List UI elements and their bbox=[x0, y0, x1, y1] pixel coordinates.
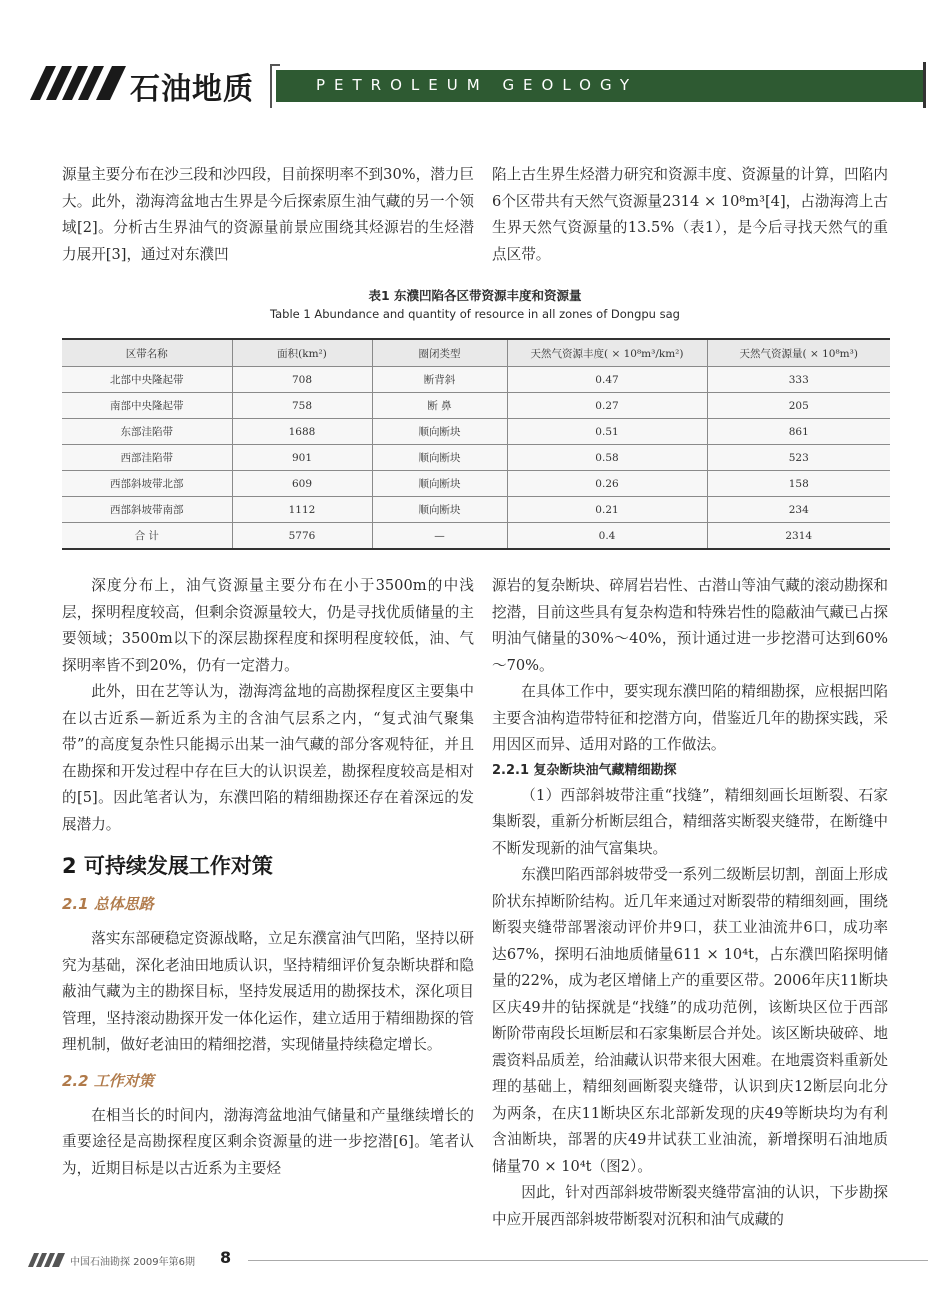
subsubsection-heading: 2.2.1 复杂断块油气藏精细勘探 bbox=[492, 762, 677, 778]
left-column-top bbox=[62, 162, 474, 268]
paragraph: 此外，田在艺等认为，渤海湾盆地的高勘探程度区主要集中在以古近系—新近系为主的含油气层系之内，“复式油气聚集带”的高度复杂性只能揭示出某一油气藏的部分客观特征，并且在勘探和开发过程中存在巨大的认识误差，勘探程度较高是相对的[5]。因此笔者认为，东濮凹陷的精细勘探还存在着深远的发展潜力。 bbox=[62, 683, 474, 833]
table-row bbox=[62, 419, 890, 445]
right-column-top bbox=[492, 162, 888, 268]
table-row bbox=[62, 497, 890, 523]
paragraph: 深度分布上，油气资源量主要分布在小于3500m的中浅层，探明程度较高，但剩余资源量较大，仍是寻找优质储量的主要领域；3500m以下的深层勘探程度和探明程度较低，油、气探明率皆不到20%，仍有一定潜力。 bbox=[62, 577, 474, 674]
table-row bbox=[62, 471, 890, 497]
journal-english-title: PETROLEUM GEOLOGY bbox=[316, 76, 639, 94]
subsection-heading: 2.1 总体思路 bbox=[62, 895, 154, 913]
paragraph: （1）西部斜坡带注重“找缝”，精细刻画长垣断裂、石家集断裂，重新分析断层组合，精细落实断裂夹缝带，在断缝中不断发现新的油气富集块。 bbox=[492, 786, 888, 857]
table-cell: 北部中央隆起带 bbox=[62, 367, 232, 393]
table-cell: 901 bbox=[232, 445, 372, 471]
table-cell: 0.58 bbox=[507, 445, 707, 471]
footer-journal: 中国石油勘探 2009年第6期 bbox=[70, 1257, 195, 1268]
table-cell: 顺向断块 bbox=[372, 471, 507, 497]
table-cell: 南部中央隆起带 bbox=[62, 393, 232, 419]
table-cell: 顺向断块 bbox=[372, 445, 507, 471]
paragraph: 源岩的复杂断块、碎屑岩岩性、古潜山等油气藏的滚动勘探和挖潜，目前这些具有复杂构造和特殊岩性的隐蔽油气藏已占探明油气储量的30%～40%，预计通过进一步挖潜可达到60%～70%。 bbox=[492, 577, 888, 674]
table-cell: 合 计 bbox=[62, 523, 232, 550]
table-cell: 0.21 bbox=[507, 497, 707, 523]
paragraph: 落实东部硬稳定资源战略，立足东濮富油气凹陷，坚持以研究为基础，深化老油田地质认识，坚持精细评价复杂断块群和隐蔽油气藏为主的勘探目标，坚持发展适用的勘探技术，深化项目管理，坚持滚动勘探开发一体化运作，建立适用于精细勘探的管理机制，做好老油田的精细挖潜，实现储量持续稳定增长。 bbox=[62, 930, 474, 1053]
page-number: 8 bbox=[220, 1248, 232, 1267]
paragraph: 陷上古生界生烃潜力研究和资源丰度、资源量的计算，凹陷内6个区带共有天然气资源量2314 × 10⁸m³[4]，占渤海湾上古生界天然气资源量的13.5%（表1），是今后寻找天然气的重点区带。 bbox=[492, 166, 888, 263]
table-cell: 0.27 bbox=[507, 393, 707, 419]
table-row bbox=[62, 393, 890, 419]
table-cell: 158 bbox=[707, 471, 890, 497]
table-cell: 861 bbox=[707, 419, 890, 445]
table-cell: 205 bbox=[707, 393, 890, 419]
table-cell: 东部洼陷带 bbox=[62, 419, 232, 445]
table-cell: 5776 bbox=[232, 523, 372, 550]
table-row bbox=[62, 445, 890, 471]
table-cell: 0.47 bbox=[507, 367, 707, 393]
table-cell: 708 bbox=[232, 367, 372, 393]
table-row-total bbox=[62, 523, 890, 550]
table-cell: 断背斜 bbox=[372, 367, 507, 393]
table-cell: 西部洼陷带 bbox=[62, 445, 232, 471]
paragraph: 因此，针对西部斜坡带断裂夹缝带富油的认识，下步勘探中应开展西部斜坡带断裂对沉积和油气成藏的 bbox=[492, 1184, 888, 1228]
table-title-en: Table 1 Abundance and quantity of resource in all zones of Dongpu sag bbox=[270, 307, 680, 321]
table-cell: 顺向断块 bbox=[372, 497, 507, 523]
subsection-heading: 2.2 工作对策 bbox=[62, 1071, 154, 1090]
table-cell: 断 鼻 bbox=[372, 393, 507, 419]
table-cell: 0.51 bbox=[507, 419, 707, 445]
table-cell: 西部斜坡带南部 bbox=[62, 497, 232, 523]
table-header-cell: 天然气资源量( × 10⁸m³) bbox=[707, 339, 890, 367]
paragraph: 在具体工作中，要实现东濮凹陷的精细勘探，应根据凹陷主要含油构造带特征和挖潜方向，借鉴近几年的勘探实践，采用因区而异、适用对路的工作做法。 bbox=[492, 683, 888, 753]
table-header-cell: 圈闭类型 bbox=[372, 339, 507, 367]
table-cell: — bbox=[372, 523, 507, 550]
table-cell: 523 bbox=[707, 445, 890, 471]
footer-slashes-icon bbox=[28, 1253, 68, 1267]
table-cell: 0.26 bbox=[507, 471, 707, 497]
journal-title: 石油地质 bbox=[130, 72, 254, 107]
table-cell: 顺向断块 bbox=[372, 419, 507, 445]
page-footer bbox=[28, 1250, 928, 1270]
table-cell: 333 bbox=[707, 367, 890, 393]
table-header-cell: 天然气资源丰度( × 10⁸m³/km²) bbox=[507, 339, 707, 367]
footer-divider bbox=[248, 1260, 928, 1261]
table-cell: 1112 bbox=[232, 497, 372, 523]
right-column bbox=[492, 573, 888, 1233]
table-row bbox=[62, 367, 890, 393]
page-header bbox=[26, 62, 926, 106]
table-cell: 1688 bbox=[232, 419, 372, 445]
table-header-cell: 面积(km²) bbox=[232, 339, 372, 367]
paragraph: 东濮凹陷西部斜坡带受一系列二级断层切割，剖面上形成阶状东掉断阶结构。近几年来通过对断裂带的精细刻画，围绕断裂夹缝带部署滚动评价井9口，获工业油流井6口，成功率达67%，探明石油地质储量611 × 10⁴t，占东濮凹陷探明储量的22%，成为老区增储上产的重要区带。2006年庆11断块区庆49井的钻探就是“找缝”的成功范例，该断块区位于西部断阶带南段长垣断层和石家集断层合并处。该区断块破碎、地震资料品质差，给油藏认识带来很大困难。在地震资料重新处理的基础上，精细刻画断裂夹缝带，认识到庆12断层向北分为两条，在庆11断块区东北部新发现的庆49等断块均为有利含油断块，部署的庆49井试获工业油流，新增探明石油地质储量70 × 10⁴t（图2）。 bbox=[492, 866, 888, 1175]
table-header-cell: 区带名称 bbox=[62, 339, 232, 367]
table-cell: 西部斜坡带北部 bbox=[62, 471, 232, 497]
left-column bbox=[62, 573, 474, 1182]
paragraph: 在相当长的时间内，渤海湾盆地油气储量和产量继续增长的重要途径是高勘探程度区剩余资源量的进一步挖潜[6]。笔者认为，近期目标是以古近系为主要烃 bbox=[62, 1106, 474, 1177]
paragraph: 源量主要分布在沙三段和沙四段，目前探明率不到30%，潜力巨大。此外，渤海湾盆地古生界是今后探索原生油气藏的另一个领域[2]。分析古生界油气的资源量前景应围绕其烃源岩的生烃潜力展开[3]，通过对东濮凹 bbox=[62, 166, 474, 263]
table-cell: 758 bbox=[232, 393, 372, 419]
resource-table bbox=[62, 338, 890, 550]
table-cell: 609 bbox=[232, 471, 372, 497]
table-cell: 234 bbox=[707, 497, 890, 523]
slashes-logo-icon bbox=[26, 66, 126, 100]
table-cell: 2314 bbox=[707, 523, 890, 550]
table-title-cn: 表1 东濮凹陷各区带资源丰度和资源量 bbox=[368, 288, 582, 303]
section-heading: 2 可持续发展工作对策 bbox=[62, 854, 273, 878]
header-bar-end bbox=[923, 62, 926, 108]
table-cell: 0.4 bbox=[507, 523, 707, 550]
table-header-row bbox=[62, 339, 890, 367]
